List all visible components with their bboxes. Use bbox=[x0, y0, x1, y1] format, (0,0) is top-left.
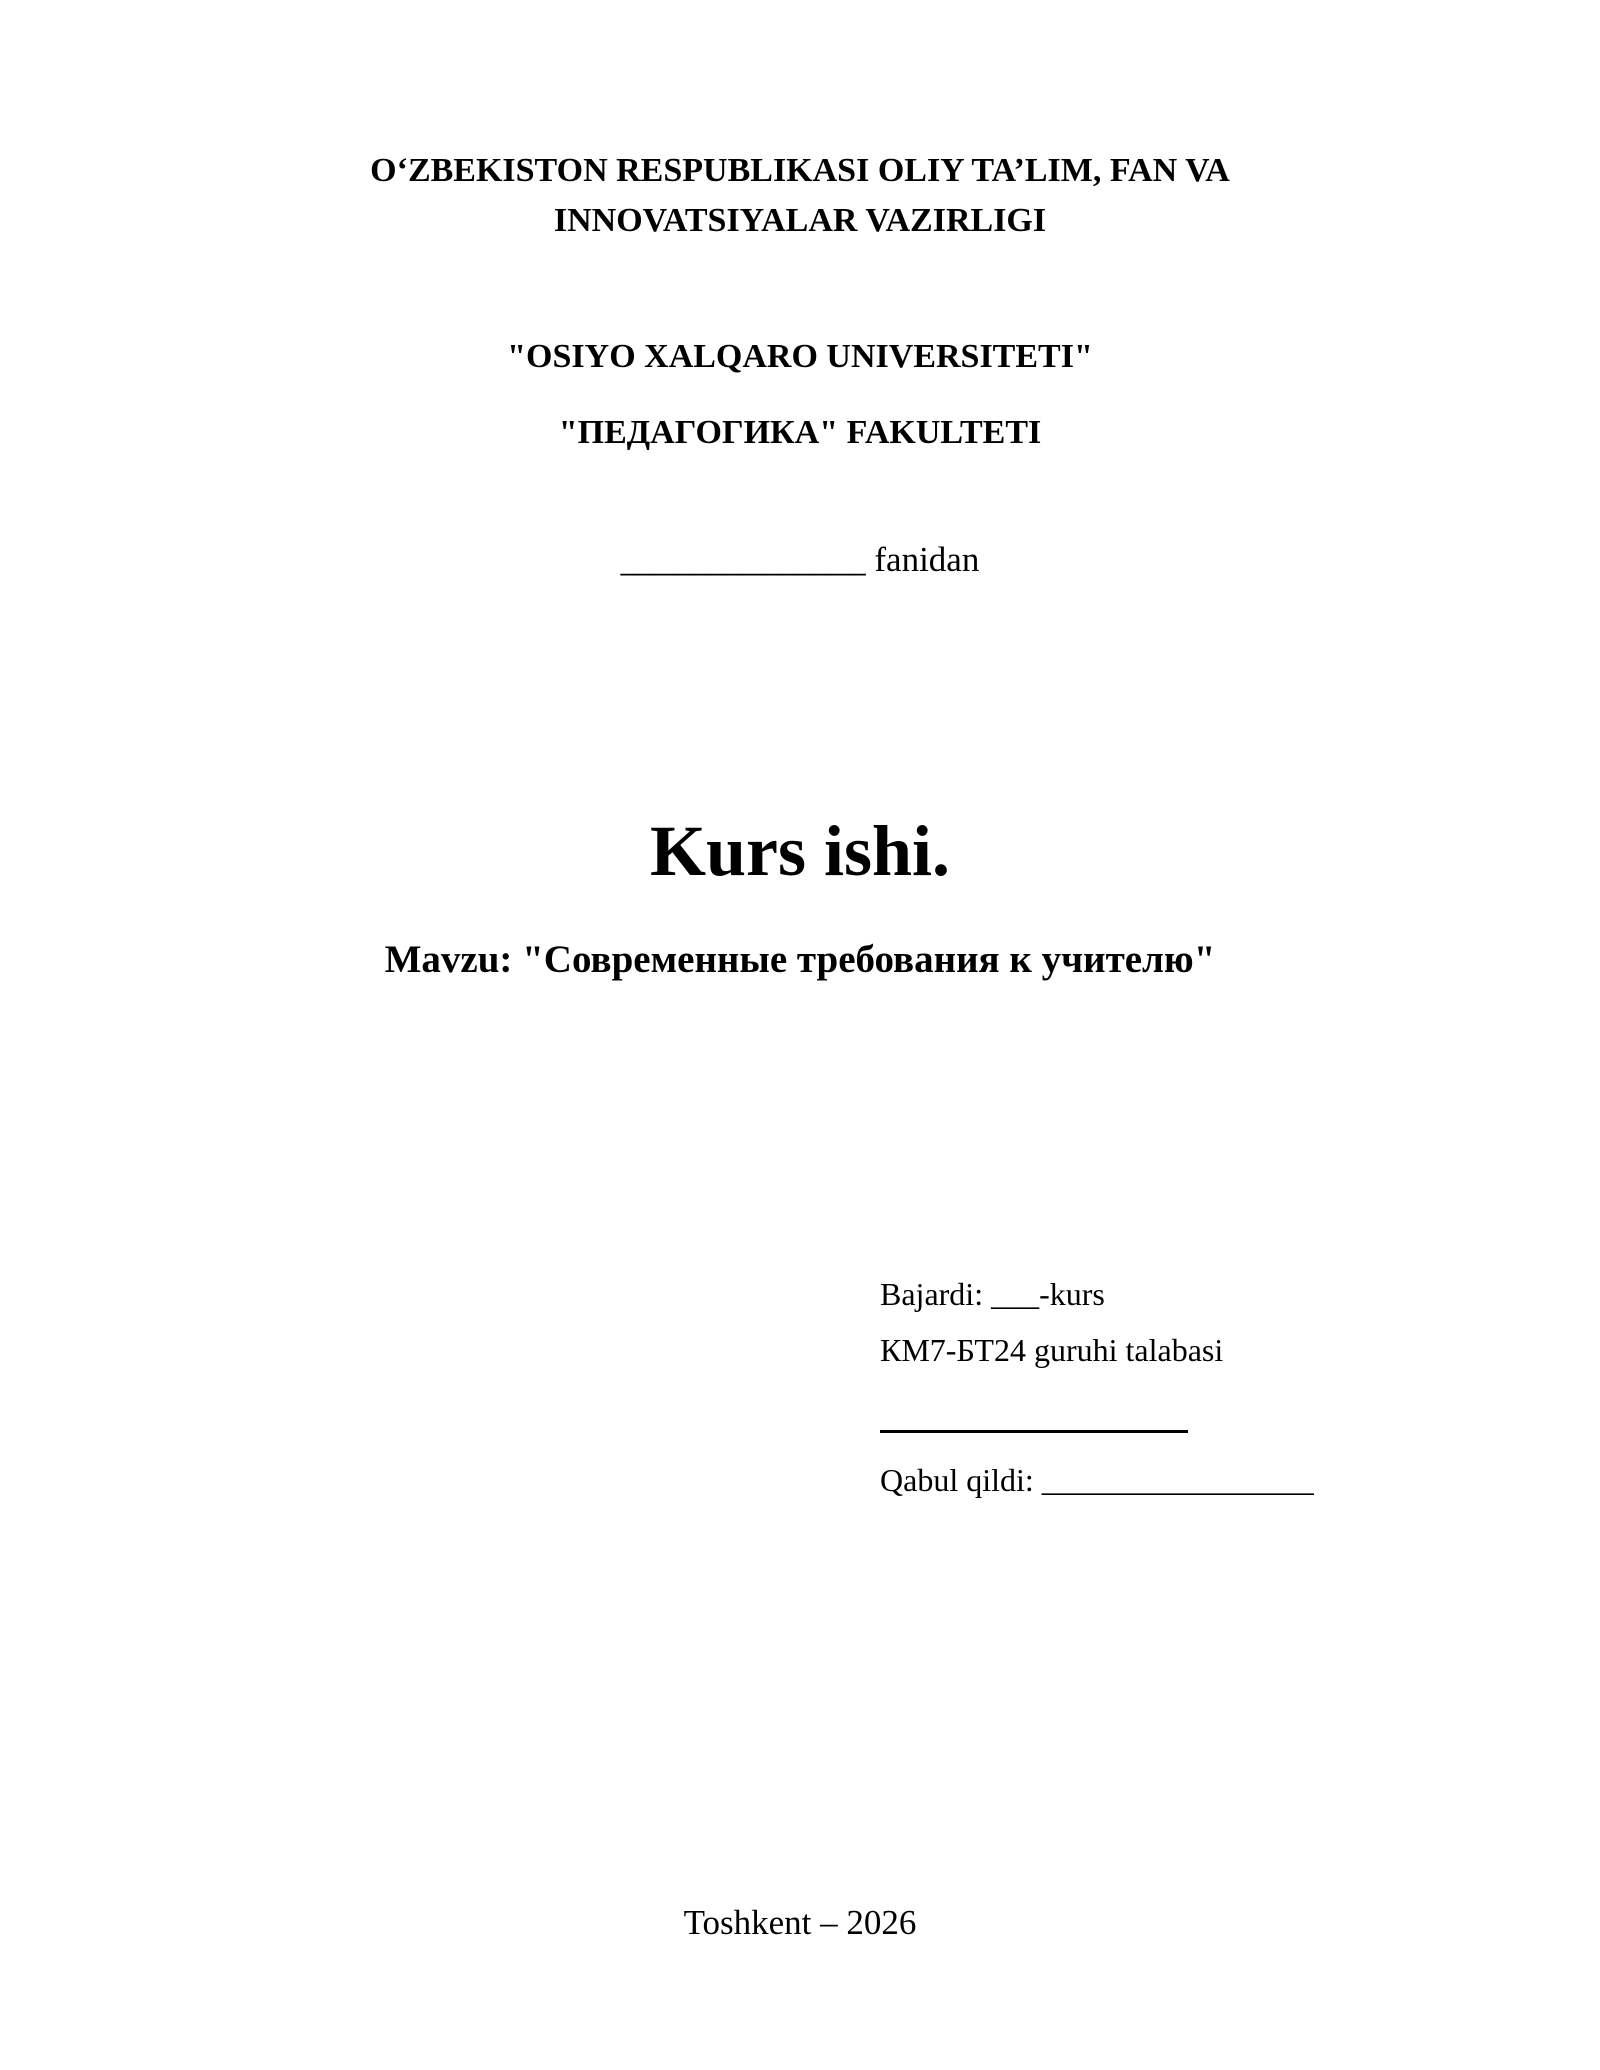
performed-by-line: Bajardi: ___-kurs bbox=[880, 1276, 1105, 1312]
ministry-header bbox=[0, 146, 1600, 246]
student-name-blank bbox=[880, 1378, 1314, 1452]
faculty-name: "ПЕДАГОГИКА" FAKULTETI bbox=[558, 414, 1042, 451]
name-underline bbox=[880, 1430, 1188, 1433]
accepted-by-line: Qabul qildi: _________________ bbox=[880, 1462, 1314, 1498]
subject-line: ______________ fanidan bbox=[620, 540, 980, 579]
ministry-line-2: INNOVATSIYALAR VAZIRLIGI bbox=[553, 202, 1047, 239]
topic-title: Mavzu: "Современные требования к учителю" bbox=[384, 938, 1216, 981]
city-year: Toshkent – 2026 bbox=[683, 1903, 917, 1942]
ministry-line-1: O‘ZBEKISTON RESPUBLIKASI OLIY TA’LIM, FAN VA bbox=[370, 152, 1230, 189]
author-info-block bbox=[880, 1266, 1314, 1508]
student-group-line: КМ7-БТ24 guruhi talabasi bbox=[880, 1332, 1224, 1368]
university-name: "OSIYO XALQARO UNIVERSITETI" bbox=[507, 338, 1093, 375]
document-type-title: Kurs ishi. bbox=[649, 811, 951, 891]
